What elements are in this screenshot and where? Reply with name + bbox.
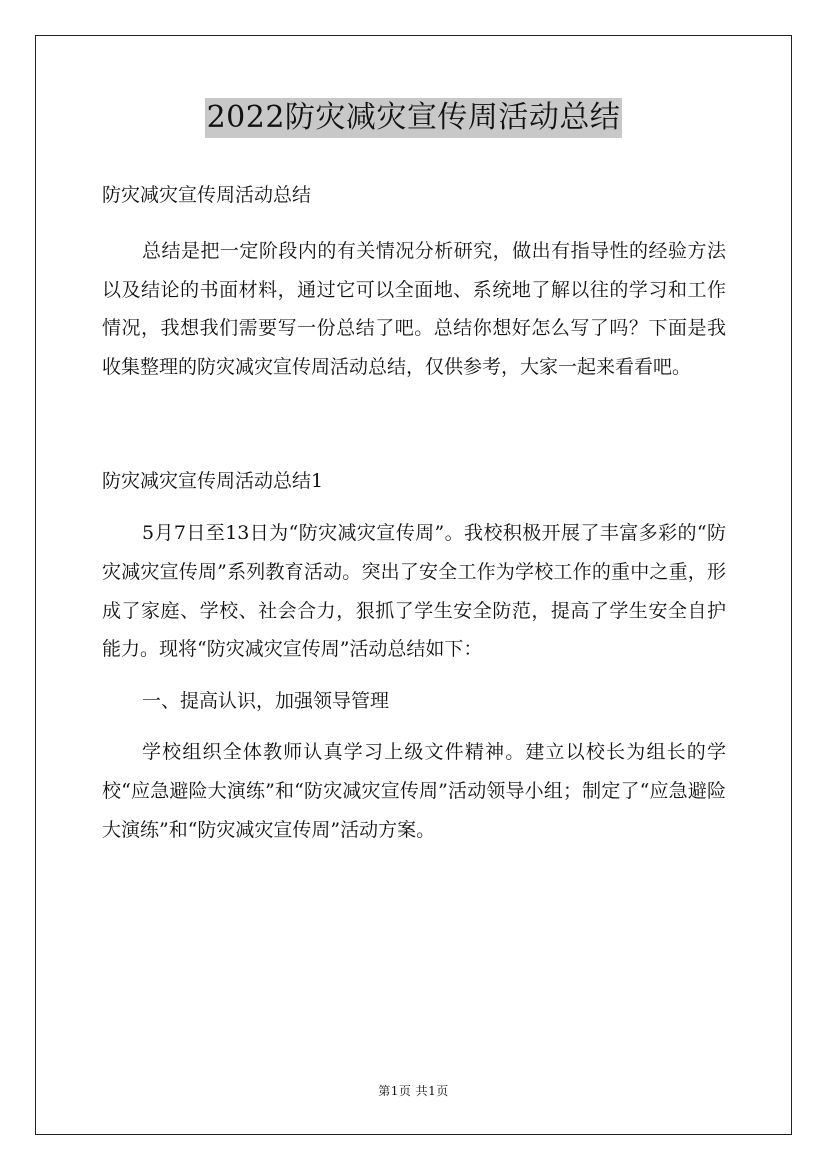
title-area — [0, 98, 827, 138]
section-paragraph: 5月7日至13日为“防灾减灾宣传周”。我校积极开展了丰富多彩的“防灾减灾宣传周”系列教育活动。突出了安全工作为学校工作的重中之重，形成了家庭、学校、社会合力，狠抓了学生安全防范，提高了学生安全自护能力。现将“防灾减灾宣传周”活动总结如下： — [102, 522, 726, 661]
document-body — [102, 176, 726, 849]
document-title: 2022防灾减灾宣传周活动总结 — [205, 98, 623, 138]
section-paragraph-2: 学校组织全体教师认真学习上级文件精神。建立以校长为组长的学校“应急避险大演练”和“防灾减灾宣传周”活动领导小组；制定了“应急避险大演练”和“防灾减灾宣传周”活动方案。 — [102, 741, 726, 841]
page-footer: 第1页 共1页 — [378, 1084, 449, 1098]
subheading: 一、提高认识，加强领导管理 — [142, 689, 390, 712]
section-heading: 防灾减灾宣传周活动总结1 — [102, 470, 324, 493]
document-subtitle: 防灾减灾宣传周活动总结 — [102, 184, 312, 206]
intro-paragraph: 总结是把一定阶段内的有关情况分析研究，做出有指导性的经验方法以及结论的书面材料，通过它可以全面地、系统地了解以往的学习和工作情况，我想我们需要写一份总结了吧。总结你想好怎么写了吗？下面是我收集整理的防灾减灾宣传周活动总结，仅供参考，大家一起来看看吧。 — [102, 240, 726, 378]
